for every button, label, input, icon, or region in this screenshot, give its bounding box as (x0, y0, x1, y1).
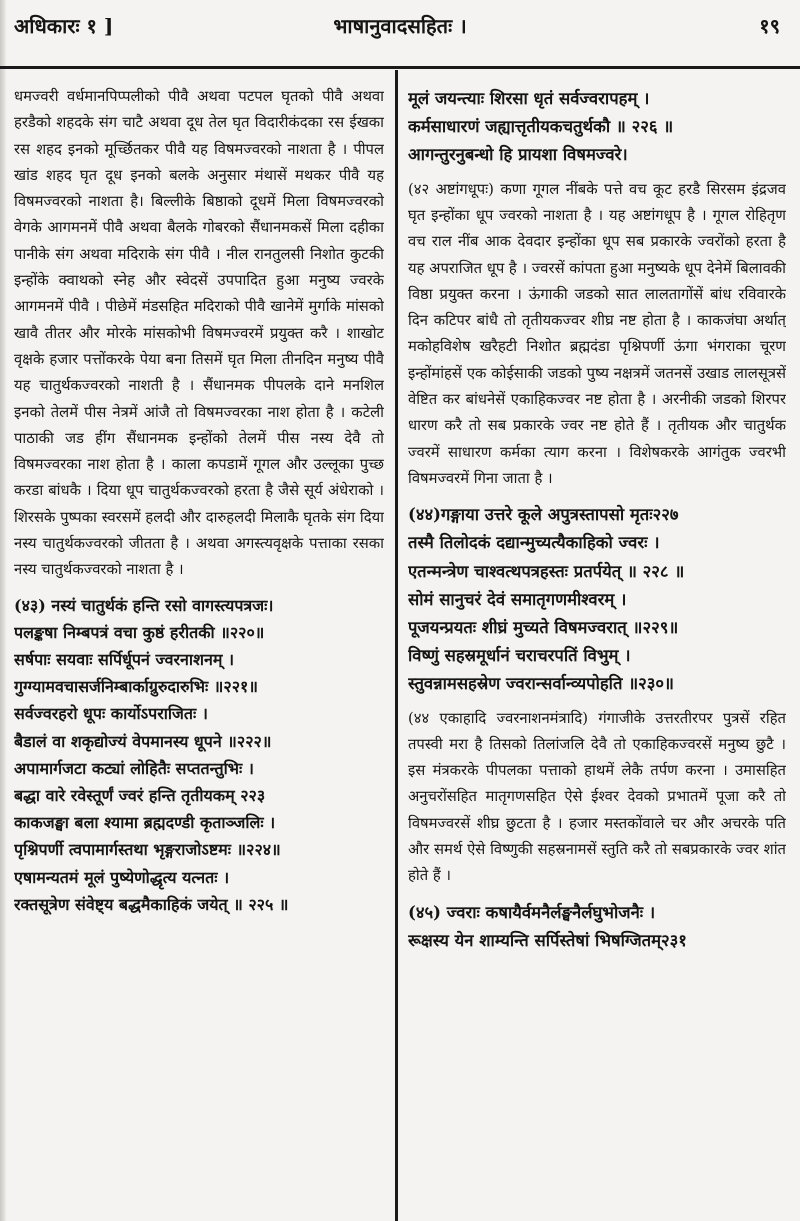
header-rule (0, 66, 800, 69)
verse-line: काकजङ्घा बला श्यामा ब्रह्मदण्डी कृताञ्जलिः । (14, 813, 276, 833)
verse-line: स्तुवन्नामसहस्रेण ज्वरान्सर्वान्व्यपोहति ॥२३०॥ (408, 673, 674, 694)
verse-line: एतन्मन्त्रेण चाश्वत्थपत्रहस्तः प्रतर्पयेत् ॥ २२८ ॥ (408, 560, 685, 581)
commentary-paragraph: (४४ एकाहादि ज्वरनाशनमंत्रादि) गंगाजीके उत्तरतीरपर पुत्रसें रहित तपस्वी मरा है तिसको तिलांजलि देवै तो एकाहिकज्वरसें मनुष्य छुटै । इस मंत्रकरके पीपलका पत्ताको हाथमें लेकै तर्पण करना । उमासहित अनुचरोंसहित मातृगणसहित ऐसे ईश्वर देवको प्रभातमें पूजा करै तो विषमज्वरसें शीघ्र छुटता है । हजार मस्तकोंवाले चर और अचरके पति और समर्थ ऐसे विष्णुकी सहस्रनामसें स्तुति करै तो सबप्रकारके ज्वर शांत होते हैं । (408, 709, 786, 885)
verse-line: पृश्निपर्णी त्वपामार्गस्तथा भृङ्गराजोऽष्टमः ॥२२४॥ (14, 840, 281, 860)
verse-line: सर्षपाः सयवाः सर्पिर्धूपनं ज्वरनाशनम् । (14, 650, 235, 670)
header-page-number: १९ (759, 14, 780, 38)
verse-line: बैडालं वा शकृद्योज्यं वेपमानस्य धूपने ॥२२२॥ (14, 731, 272, 751)
verse-line: (४५) ज्वराः कषायैर्वमनैर्लङ्घनैर्लघुभोजनैः । (408, 901, 656, 922)
commentary-paragraph: (४२ अष्टांगधूपः) कणा गूगल नींबके पत्ते वच कूट हरडै सिरसम इंद्रजव घृत इन्होंका धूप ज्वरको नाशता है । यह अष्टांगधूप है । गूगल रोहितृण वच राल नींब आक देवदार इन्होंका धूप सब प्रकारके ज्वरोंको हरता है यह अपराजित धूप है । ज्वरसें कांपता हुआ मनुष्यके धूप देनेमें बिलावकी विष्ठा प्रयुक्त करना । ऊंगाकी जडको सात लालतागोंसें बांध रविवारके दिन कटिपर बांधै तो तृतीयकज्वर शीघ्र नष्ट होता है । काकजंघा अर्थात् मकोहविशेष खरैहटी निशोत ब्रह्मदंडा पृश्निपर्णी ऊंगा भंगराका चूरण इन्होंमांहसें एक कोईसाकी जडको पुष्य नक्षत्रमें जतनसें उखाड लालसूत्रसें वेष्टित कर बांधनेसें एकाहिकज्वर नष्ट होता है । अरनीकी जडको शिरपर धारण करै तो सब प्रकारके ज्वर नष्ट होते हैं । तृतीयक और चातुर्थक ज्वरमें साधारण कर्मका त्याग करना । विशेषकरके आगंतुक ज्वरभी विषमज्वरमें गिना जाता है । (408, 180, 786, 487)
right-column (408, 84, 786, 1214)
verse-line: रूक्षस्य येन शाम्यन्ति सर्पिस्तेषां भिषग्जितम्२३१ (408, 929, 687, 950)
page-binding-edge (0, 0, 6, 1221)
verse-line: एषामन्यतमं मूलं पुष्येणोद्धृत्य यत्नतः । (14, 867, 230, 887)
verse-line: गुग्ग्यामवचासर्जनिम्बार्काग्रुरुदारुभिः ॥२२१॥ (14, 677, 258, 697)
verse-line: (४४)गङ्गाया उत्तरे कूले अपुत्रस्तापसो मृतः२२७ (408, 504, 679, 525)
verse-line: कर्मसाधारणं जह्यात्तृतीयकचतुर्थकौ ॥ २२६ ॥ (408, 116, 674, 137)
verse-line: विष्णुं सहस्रमूर्धानं चराचरपतिं विभुम् । (408, 645, 631, 666)
verse-line: तस्मै तिलोदकं दद्यान्मुच्यत्यैकाहिको ज्वरः । (408, 532, 660, 553)
commentary-paragraph: धमज्वरी वर्धमानपिप्पलीको पीवै अथवा पटपल घृतको पीवै अथवा हरडैको शहदके संग चाटै अथवा दूध तेल घृत विदारीकंदका रस ईखका रस शहद इनको मूर्च्छितकर पीवै यह विषमज्वरको नाशता है । पीपल खांड शहद घृत दूध इनको बलके अनुसार मंथासें मथकर पीवै यह विषमज्वरको नाशता है। बिल्लीके बिष्ठाको दूधमें मिला विषमज्वरको वेगके आगमनमें पीवै अथवा बैलके गोबरको सैंधानमकसें मिला दहीका पानीके संग अथवा मदिराके संग पीवै । नील रानतुलसी निशोत कुटकी इन्होंके क्वाथको स्नेह और स्वेदसें उपपादित हुआ मनुष्य ज्वरके आगमनमें पीवै । पीछेमें मंडसहित मदिराको पीवै खानेमें मुर्गाके मांसको खावै तीतर और मोरके मांसकोभी विषमज्वरमें प्रयुक्त करै । शाखोट वृक्षके हजार पत्तोंकरके पेया बना तिसमें घृत मिला तीनदिन मनुष्य पीवै यह चातुर्थकज्वरको नाशती है । सैंधानमक पीपलके दाने मनशिल इनको तेलमें पीस नेत्रमें आंजै तो विषमज्वरका नाश होता है । कटेली पाठाकी जड हींग सैंधानमक इन्होंको तेलमें पीस नस्य देवै तो विषमज्वरका नाश होता है । काला कपडामें गूगल और उल्लूका पुच्छ करडा बांधकै । दिया धूप चातुर्थकज्वरको हरता है जैसे सूर्य अंधेराको । शिरसके पुष्पका स्वरसमें हलदी और दारुहलदी मिलाकै घृतके संग दिया नस्य चातुर्थकज्वरको जीतता है । अथवा अगस्त्यवृक्षके पत्ताका रसका नस्य चातुर्थकज्वरको नाशता है । (14, 88, 384, 579)
left-column (14, 84, 384, 1214)
page-header (10, 6, 790, 46)
verse-line: रक्तसूत्रेण संवेष्ट्य बद्धमैकाहिकं जयेत् ॥ २२५ ॥ (14, 894, 289, 914)
verse-line: सोमं सानुचरं देवं समातृगणमीश्वरम् । (408, 588, 627, 609)
header-section-label: अधिकारः १ ] (14, 14, 114, 38)
verse-line: पलङ्कषा निम्बपत्रं वचा कुष्ठं हरीतकी ॥२२०॥ (14, 622, 265, 642)
column-divider (395, 70, 398, 1221)
verse-line: (४३) नस्यं चातुर्थकं हन्ति रसो वागस्त्यपत्रजः। (14, 595, 274, 615)
header-book-title: भाषानुवादसहितः । (333, 14, 467, 38)
verse-line: पूजयन्प्रयतः शीघ्रं मुच्यते विषमज्वरात् ॥२२९॥ (408, 616, 679, 637)
verse-line: अपामार्गजटा कट्यां लोहितैः सप्ततन्तुभिः । (14, 758, 254, 778)
verse-line: सर्वज्वरहरो धूपः कार्योऽपराजितः । (14, 704, 208, 724)
verse-line: बद्धा वारे रवेस्तूर्णं ज्वरं हन्ति तृतीयकम् २२३ (14, 786, 266, 806)
verse-line: मूलं जयन्त्याः शिरसा धृतं सर्वज्वरापहम् । (408, 88, 650, 108)
verse-line: आगन्तुरनुबन्धो हि प्रायशा विषमज्वरे। (408, 144, 628, 165)
